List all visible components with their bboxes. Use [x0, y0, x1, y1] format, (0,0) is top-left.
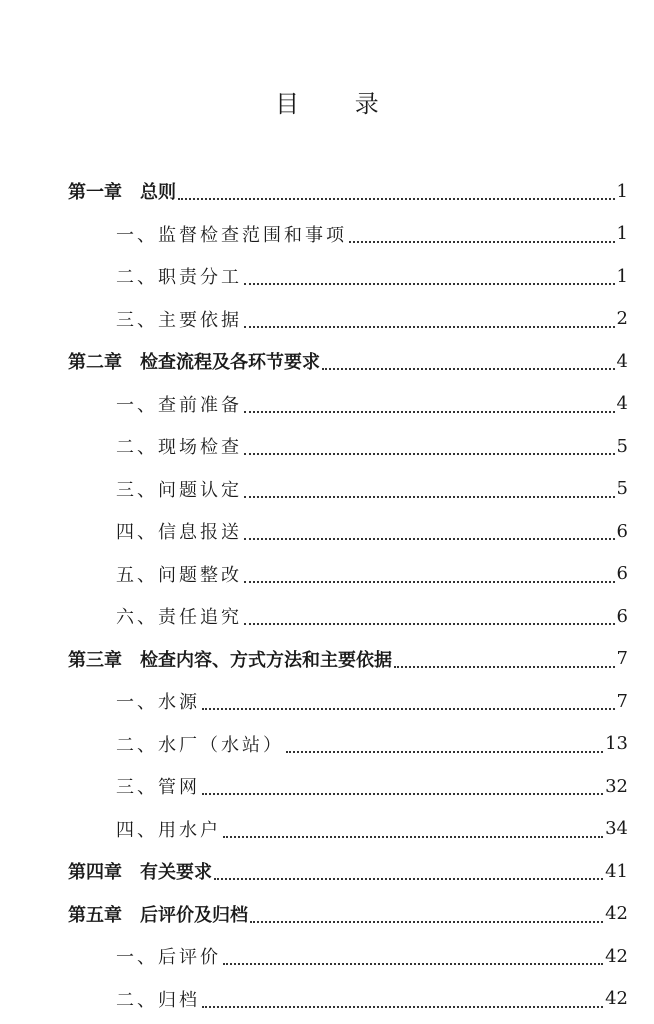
dot-leader [214, 866, 603, 880]
toc-list [68, 170, 628, 1020]
toc-chapter-entry[interactable] [68, 893, 628, 936]
page-number: 1 [616, 223, 628, 245]
toc-section-entry[interactable] [68, 765, 628, 808]
dot-leader [244, 526, 615, 540]
chapter-number: 第五章 [68, 904, 122, 926]
section-title: 二、水厂（水站） [116, 734, 284, 756]
page-number: 4 [616, 393, 628, 415]
toc-chapter-entry[interactable] [68, 340, 628, 383]
page-number: 42 [605, 988, 628, 1010]
section-title: 五、问题整改 [116, 564, 242, 586]
section-title: 六、责任追究 [116, 607, 242, 629]
chapter-title: 检查流程及各环节要求 [140, 352, 320, 374]
section-title: 二、职责分工 [116, 267, 242, 289]
section-title: 三、管网 [116, 777, 200, 799]
section-title: 三、主要依据 [116, 309, 242, 331]
page-number: 42 [605, 903, 628, 925]
page-number: 41 [605, 860, 628, 882]
toc-section-entry[interactable] [68, 425, 628, 468]
toc-section-entry[interactable] [68, 978, 628, 1021]
dot-leader [244, 399, 615, 413]
page-number: 34 [605, 818, 628, 840]
page-title: 目 录 [275, 90, 403, 118]
page-number: 6 [616, 605, 628, 627]
dot-leader [178, 186, 615, 200]
dot-leader [394, 654, 615, 668]
dot-leader [244, 569, 615, 583]
dot-leader [244, 271, 615, 285]
page-number: 6 [616, 563, 628, 585]
toc-section-entry[interactable] [68, 255, 628, 298]
section-title: 一、监督检查范围和事项 [116, 224, 347, 246]
page-number: 6 [616, 520, 628, 542]
page-number: 1 [616, 265, 628, 287]
toc-section-entry[interactable] [68, 468, 628, 511]
dot-leader [202, 994, 603, 1008]
page-number: 7 [616, 648, 628, 670]
dot-leader [202, 696, 615, 710]
section-title: 三、问题认定 [116, 479, 242, 501]
toc-section-entry[interactable] [68, 383, 628, 426]
chapter-title: 后评价及归档 [140, 904, 248, 926]
toc-section-entry[interactable] [68, 553, 628, 596]
section-title: 一、后评价 [116, 947, 221, 969]
dot-leader [349, 229, 615, 243]
dot-leader [286, 739, 603, 753]
dot-leader [322, 356, 615, 370]
toc-section-entry[interactable] [68, 298, 628, 341]
section-title: 四、用水户 [116, 819, 221, 841]
dot-leader [250, 909, 603, 923]
section-title: 四、信息报送 [116, 522, 242, 544]
dot-leader [244, 441, 615, 455]
page-number: 2 [616, 308, 628, 330]
toc-chapter-entry[interactable] [68, 638, 628, 681]
toc-section-entry[interactable] [68, 723, 628, 766]
chapter-number: 第四章 [68, 862, 122, 884]
section-title: 二、现场检查 [116, 437, 242, 459]
page-number: 13 [605, 733, 628, 755]
toc-chapter-entry[interactable] [68, 850, 628, 893]
page-number: 5 [616, 435, 628, 457]
toc-section-entry[interactable] [68, 808, 628, 851]
page-number: 32 [605, 775, 628, 797]
chapter-number: 第二章 [68, 352, 122, 374]
section-title: 一、水源 [116, 692, 200, 714]
dot-leader [223, 824, 603, 838]
dot-leader [244, 314, 615, 328]
dot-leader [202, 781, 603, 795]
page-number: 5 [616, 478, 628, 500]
chapter-title: 检查内容、方式方法和主要依据 [140, 649, 392, 671]
dot-leader [223, 951, 603, 965]
page-number: 4 [616, 350, 628, 372]
dot-leader [244, 484, 615, 498]
page-number: 42 [605, 945, 628, 967]
section-title: 二、归档 [116, 989, 200, 1011]
toc-section-entry[interactable] [68, 213, 628, 256]
chapter-number: 第三章 [68, 649, 122, 671]
toc-chapter-entry[interactable] [68, 170, 628, 213]
chapter-title: 总则 [140, 182, 176, 204]
chapter-number: 第一章 [68, 182, 122, 204]
chapter-title: 有关要求 [140, 862, 212, 884]
dot-leader [244, 611, 615, 625]
toc-section-entry[interactable] [68, 935, 628, 978]
page-number: 7 [616, 690, 628, 712]
page-number: 1 [616, 180, 628, 202]
section-title: 一、查前准备 [116, 394, 242, 416]
toc-section-entry[interactable] [68, 595, 628, 638]
toc-section-entry[interactable] [68, 510, 628, 553]
toc-section-entry[interactable] [68, 680, 628, 723]
